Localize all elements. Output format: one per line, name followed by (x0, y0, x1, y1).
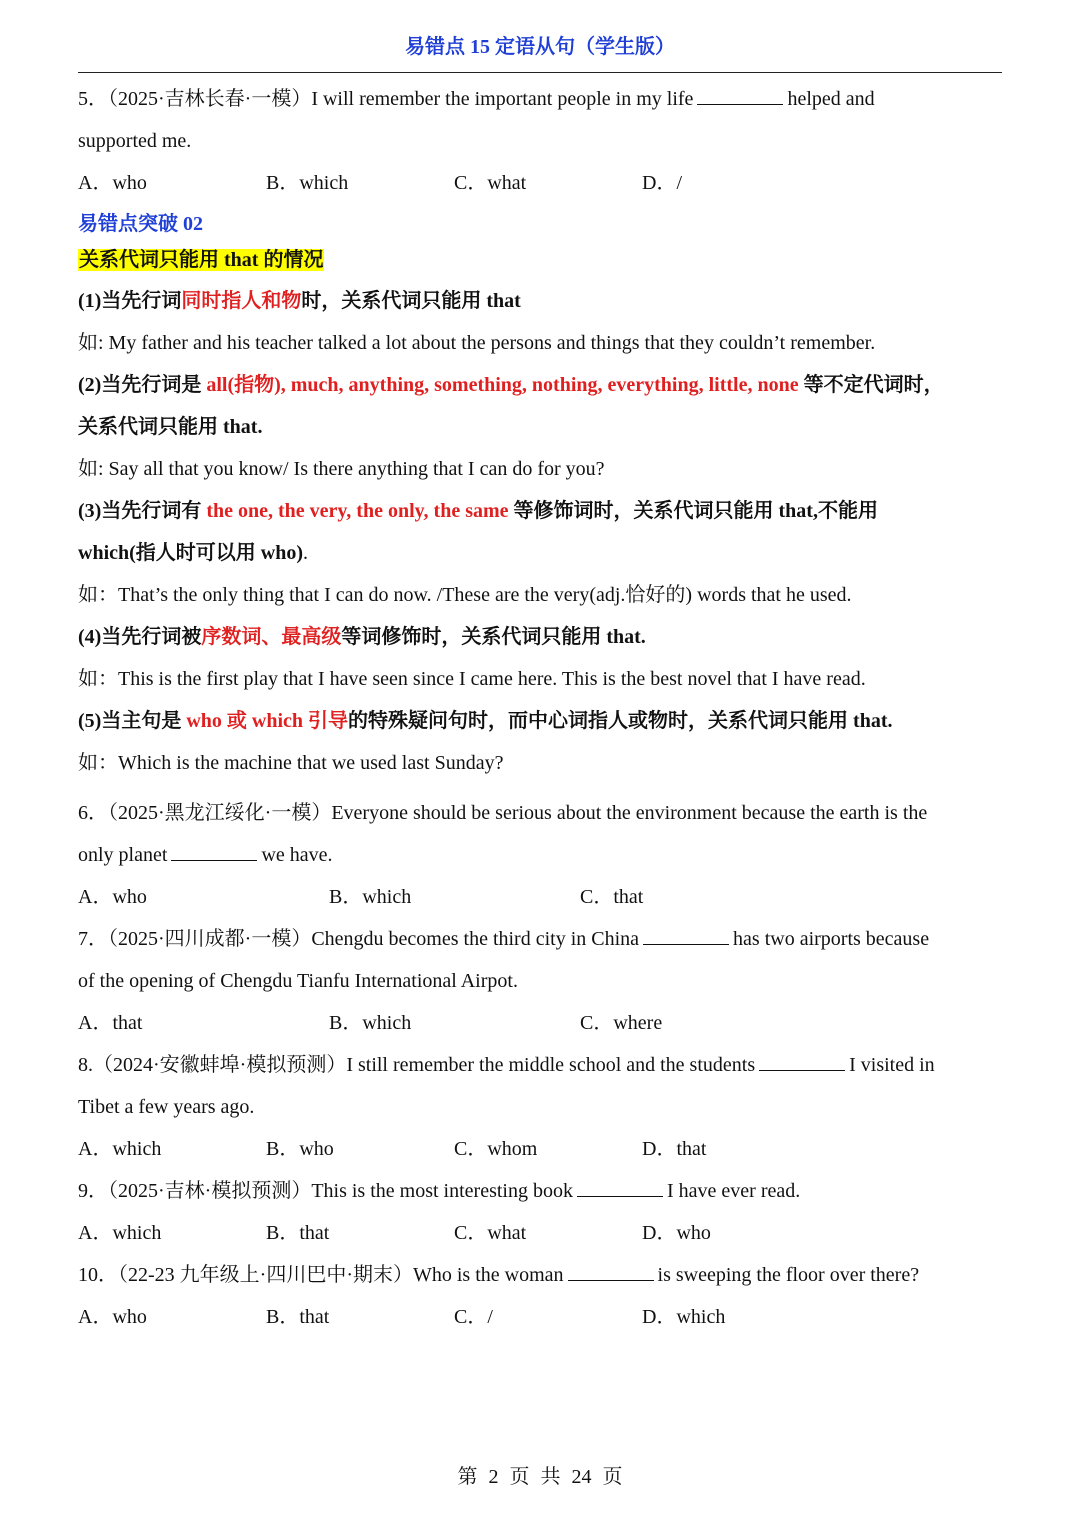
rule-5-suffix: 的特殊疑问句时，而中心词指人或物时，关系代词只能用 that. (348, 710, 893, 732)
rule-1 (78, 280, 1018, 322)
page-header-title: 易错点 15 定语从句（学生版） (405, 36, 675, 58)
q7-stem-line1 (78, 918, 1018, 960)
q7-stem-line2: of the opening of Chengdu Tianfu International Airpot. (78, 970, 518, 992)
q5-option-a[interactable]: A．who (78, 172, 147, 194)
page-content (78, 78, 1018, 1338)
q5-text-a: 5．（2025·吉林长春·一模）I will remember the important people in my life (78, 88, 694, 110)
q5-text-b: helped and (787, 88, 875, 110)
rule-5-key: who 或 which 引导 (186, 710, 349, 732)
rule-5-prefix: (5)当主句是 (78, 710, 187, 732)
q8-option-a[interactable]: A．which (78, 1138, 162, 1160)
q10-answer-blank[interactable] (568, 1264, 654, 1281)
q7-options (78, 1002, 1018, 1044)
q10-text-a: 10．（22-23 九年级上·四川巴中·期末）Who is the woman (78, 1264, 564, 1286)
section-highlight-line (78, 242, 1018, 280)
rule-2-line2: 关系代词只能用 that. (78, 416, 263, 438)
q6-option-c[interactable]: C．that (580, 886, 644, 908)
q8-answer-blank[interactable] (759, 1054, 845, 1071)
rule-2-suffix: 等不定代词时， (798, 374, 944, 396)
q10-option-b[interactable]: B．that (266, 1306, 330, 1328)
q8-option-d[interactable]: D．that (642, 1138, 707, 1160)
q10-options (78, 1296, 1018, 1338)
q9-options (78, 1212, 1018, 1254)
q5-option-b[interactable]: B．which (266, 172, 349, 194)
spacer (78, 784, 1018, 792)
q9-option-b[interactable]: B．that (266, 1222, 330, 1244)
rule-4-prefix: (4)当先行词被 (78, 626, 202, 648)
q10-option-d[interactable]: D．which (642, 1306, 726, 1328)
q10-stem-line1 (78, 1254, 1018, 1296)
q8-options (78, 1128, 1018, 1170)
rule-2-line1 (78, 364, 1018, 406)
q6-option-b[interactable]: B．which (329, 886, 412, 908)
rule-3-line2 (78, 532, 1018, 574)
q10-text-b: is sweeping the floor over there? (657, 1264, 920, 1286)
q9-text-a: 9．（2025·吉林·模拟预测）This is the most interesting book (78, 1180, 573, 1202)
q6-options (78, 876, 1018, 918)
q8-option-b[interactable]: B．who (266, 1138, 334, 1160)
q7-text-a: 7．（2025·四川成都·一模）Chengdu becomes the third city in China (78, 928, 640, 950)
rule-4-suffix: 等词修饰时，关系代词只能用 that. (341, 626, 646, 648)
q6-option-a[interactable]: A．who (78, 886, 147, 908)
section-highlight: 关系代词只能用 that 的情况 (79, 249, 324, 271)
example-3: 如：That’s the only thing that I can do now. /These are the very(adj.恰好的) words that he used. (78, 584, 852, 606)
q5-answer-blank[interactable] (697, 88, 783, 105)
q7-answer-blank[interactable] (643, 928, 729, 945)
rule-3-line2-end: . (303, 542, 309, 564)
q9-option-c[interactable]: C．what (454, 1222, 527, 1244)
rule-5 (78, 700, 1018, 742)
q8-option-c[interactable]: C．whom (454, 1138, 538, 1160)
q8-stem-line2: Tibet a few years ago. (78, 1096, 255, 1118)
q7-option-a[interactable]: A．that (78, 1012, 143, 1034)
q5-option-d[interactable]: D．/ (642, 172, 682, 194)
q6-text-a: only planet (78, 844, 168, 866)
q5-stem-line2: supported me. (78, 130, 192, 152)
rule-2-prefix: (2)当先行词是 (78, 374, 207, 396)
rule-3-line1 (78, 490, 1018, 532)
rule-2-key: all(指物), much, anything, something, nothing, everything, little, none (206, 374, 799, 396)
q7-text-b: has two airports because (733, 928, 930, 950)
q10-option-a[interactable]: A．who (78, 1306, 147, 1328)
q7-option-b[interactable]: B．which (329, 1012, 412, 1034)
rule-3-prefix: (3)当先行词有 (78, 500, 207, 522)
header-divider (78, 72, 1002, 73)
rule-4 (78, 616, 1018, 658)
q6-stem-line2 (78, 834, 1018, 876)
q9-stem-line1 (78, 1170, 1018, 1212)
rule-1-prefix: (1)当先行词 (78, 290, 182, 312)
rule-3-suffix: 等修饰词时，关系代词只能用 that,不能用 (508, 500, 878, 522)
q5-option-c[interactable]: C．what (454, 172, 527, 194)
rule-3-key: the one, the very, the only, the same (206, 500, 509, 522)
q5-stem-line1 (78, 78, 1018, 120)
example-4: 如：This is the first play that I have seen since I came here. This is the best novel that I have read. (78, 668, 866, 690)
rule-4-key: 序数词、最高级 (201, 626, 342, 648)
q10-option-c[interactable]: C．/ (454, 1306, 493, 1328)
example-2: 如: Say all that you know/ Is there anything that I can do for you? (78, 458, 605, 480)
q9-text-b: I have ever read. (666, 1180, 801, 1202)
q8-stem-line1 (78, 1044, 1018, 1086)
example-1: 如: My father and his teacher talked a lot about the persons and things that they couldn’t remember. (78, 332, 876, 354)
rule-1-key: 同时指人和物 (181, 290, 302, 312)
q8-text-a: 8.（2024·安徽蚌埠·模拟预测）I still remember the middle school and the students (78, 1054, 756, 1076)
q8-text-b: I visited in (849, 1054, 935, 1076)
q6-answer-blank[interactable] (171, 844, 257, 861)
q9-option-a[interactable]: A．which (78, 1222, 162, 1244)
section-title: 易错点突破 02 (78, 213, 203, 235)
example-5: 如：Which is the machine that we used last Sunday? (78, 752, 504, 774)
q6-stem-line1: 6．（2025·黑龙江绥化·一模）Everyone should be serious about the environment because the earth is the (78, 802, 928, 824)
section-title-line (78, 204, 1018, 242)
rule-1-suffix: 时，关系代词只能用 that (301, 290, 521, 312)
q5-options (78, 162, 1018, 204)
q9-option-d[interactable]: D．who (642, 1222, 711, 1244)
rule-3-line2-text: which(指人时可以用 who) (78, 542, 304, 564)
q7-option-c[interactable]: C．where (580, 1012, 663, 1034)
q6-text-b: we have. (261, 844, 333, 866)
q9-answer-blank[interactable] (577, 1180, 663, 1197)
page-footer-number: 第 2 页 共 24 页 (457, 1466, 623, 1488)
